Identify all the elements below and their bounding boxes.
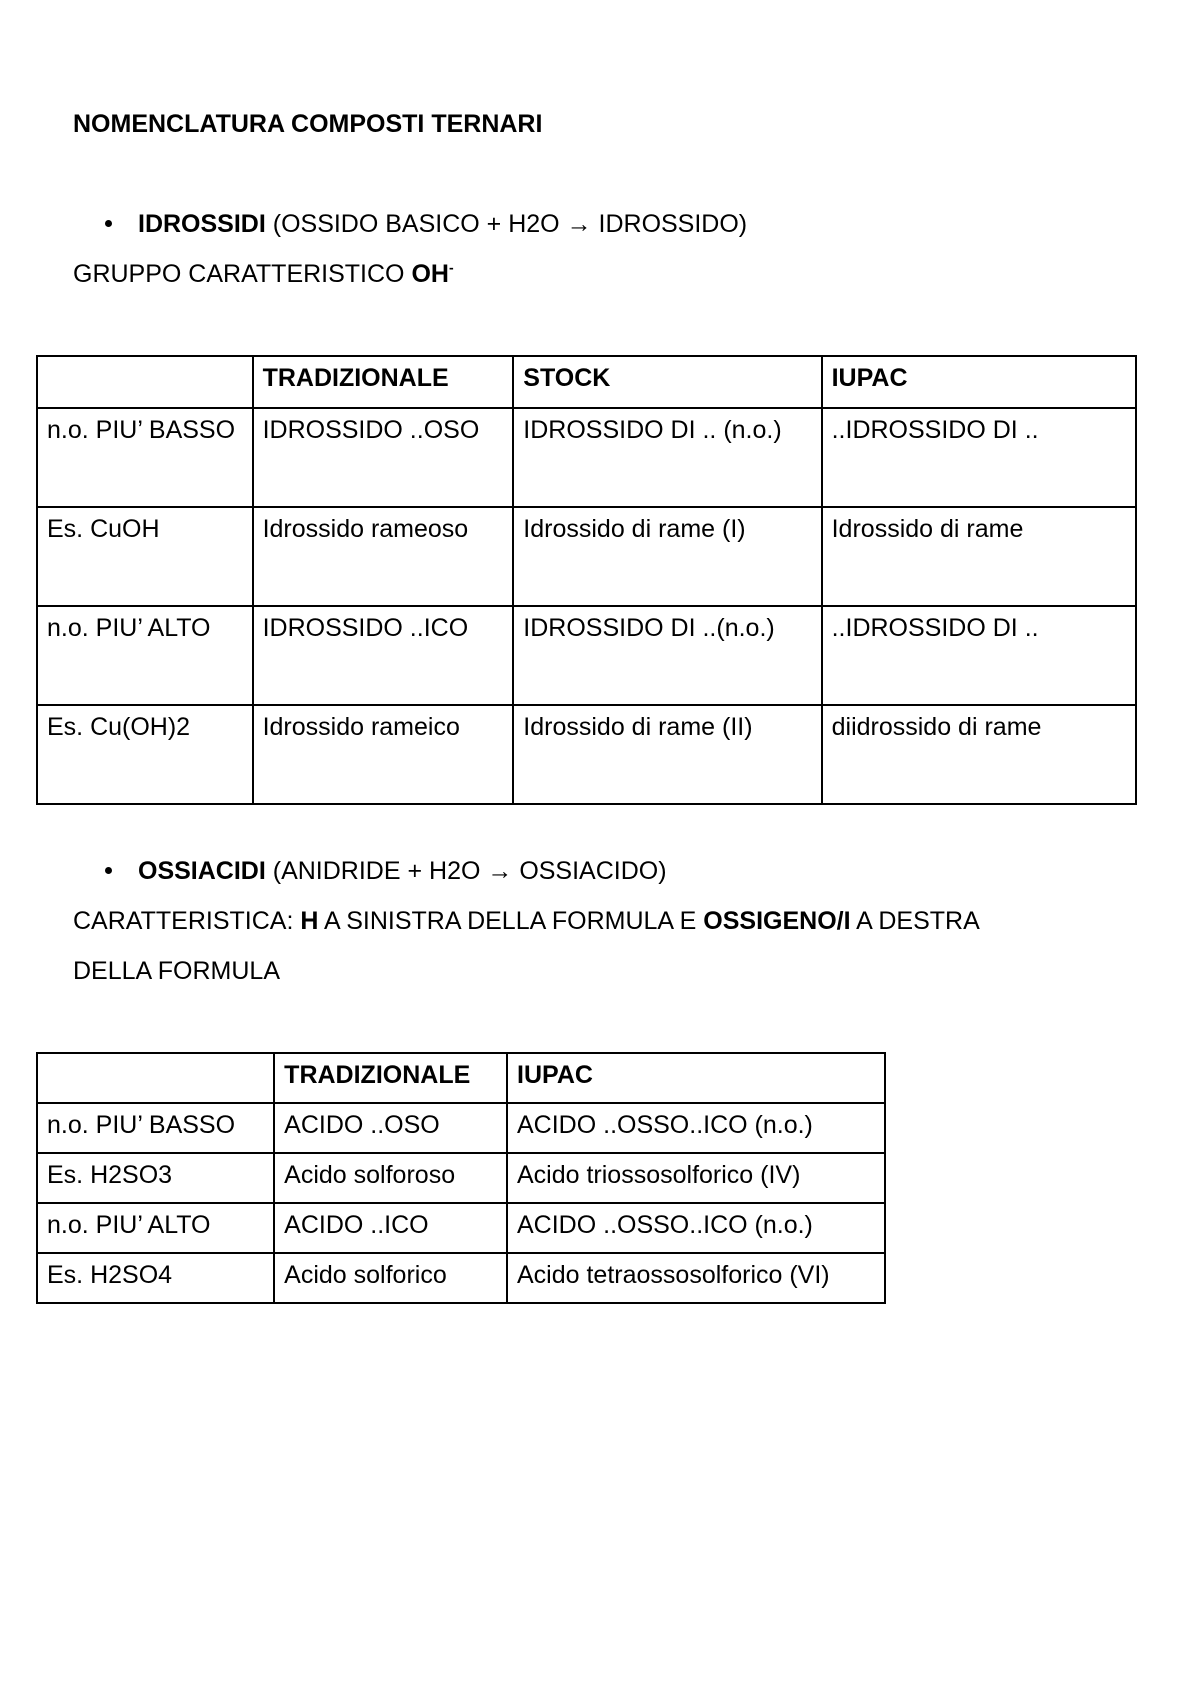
table-cell: Es. H2SO4 (37, 1253, 274, 1303)
header-cell: TRADIZIONALE (253, 356, 514, 408)
table-cell: Es. CuOH (37, 507, 253, 606)
table-cell: Es. Cu(OH)2 (37, 705, 253, 804)
table-cell: Idrossido di rame (822, 507, 1136, 606)
table-row (37, 408, 1136, 507)
table-cell: IDROSSIDO DI .. (n.o.) (513, 408, 821, 507)
idrossidi-table (36, 355, 1137, 805)
char-o: OSSIGENO/I (703, 907, 851, 935)
section1-bullet (105, 210, 747, 239)
table-cell: ACIDO ..OSO (274, 1103, 507, 1153)
table-cell: ACIDO ..OSSO..ICO (n.o.) (507, 1103, 885, 1153)
group-formula: OH (411, 260, 449, 288)
section2-characteristic-line1 (73, 907, 980, 936)
section2-bullet (105, 857, 667, 886)
char-mid: A SINISTRA DELLA FORMULA E (318, 907, 704, 935)
table-cell: ACIDO ..OSSO..ICO (n.o.) (507, 1203, 885, 1253)
table-cell: ..IDROSSIDO DI .. (822, 606, 1136, 705)
table-cell: diidrossido di rame (822, 705, 1136, 804)
table-cell: Idrossido di rame (I) (513, 507, 821, 606)
ossiacidi-table (36, 1052, 886, 1304)
table-cell: Acido triossosolforico (IV) (507, 1153, 885, 1203)
table-cell: ..IDROSSIDO DI .. (822, 408, 1136, 507)
table-row (37, 507, 1136, 606)
section2-heading: OSSIACIDI (138, 857, 266, 885)
bullet-icon (105, 867, 112, 874)
table-cell: Es. H2SO3 (37, 1153, 274, 1203)
section1-group-line (73, 260, 454, 289)
section2-reaction: (ANIDRIDE + H2O → OSSIACIDO) (265, 857, 667, 885)
table-cell: ACIDO ..ICO (274, 1203, 507, 1253)
table-header-row (37, 1053, 885, 1103)
table-row (37, 1153, 885, 1203)
table-cell: n.o. PIU’ ALTO (37, 606, 253, 705)
table-cell: Idrossido di rame (II) (513, 705, 821, 804)
table-cell: Acido solforico (274, 1253, 507, 1303)
header-cell (37, 356, 253, 408)
table-cell: IDROSSIDO ..ICO (253, 606, 514, 705)
table-cell: n.o. PIU’ BASSO (37, 1103, 274, 1153)
table-row (37, 1253, 885, 1303)
table-cell: IDROSSIDO ..OSO (253, 408, 514, 507)
table-cell: IDROSSIDO DI ..(n.o.) (513, 606, 821, 705)
header-cell (37, 1053, 274, 1103)
group-label: GRUPPO CARATTERISTICO (73, 260, 412, 288)
table-row (37, 606, 1136, 705)
bullet-icon (105, 220, 112, 227)
table-cell: Acido solforoso (274, 1153, 507, 1203)
char-end: A DESTRA (850, 907, 980, 935)
header-cell: IUPAC (507, 1053, 885, 1103)
header-cell: STOCK (513, 356, 821, 408)
group-charge: - (448, 259, 454, 276)
section1-heading: IDROSSIDI (138, 210, 266, 238)
section2-characteristic-line2: DELLA FORMULA (73, 957, 281, 985)
table-cell: Idrossido rameoso (253, 507, 514, 606)
header-cell: TRADIZIONALE (274, 1053, 507, 1103)
table-row (37, 1103, 885, 1153)
char-h: H (300, 907, 319, 935)
table-row (37, 705, 1136, 804)
table-header-row (37, 356, 1136, 408)
table-cell: n.o. PIU’ BASSO (37, 408, 253, 507)
char-label: CARATTERISTICA: (73, 907, 301, 935)
table-cell: Acido tetraossosolforico (VI) (507, 1253, 885, 1303)
section1-reaction: (OSSIDO BASICO + H2O → IDROSSIDO) (265, 210, 748, 238)
header-cell: IUPAC (822, 356, 1136, 408)
table-cell: n.o. PIU’ ALTO (37, 1203, 274, 1253)
page-title: NOMENCLATURA COMPOSTI TERNARI (73, 110, 543, 138)
table-row (37, 1203, 885, 1253)
table-cell: Idrossido rameico (253, 705, 514, 804)
